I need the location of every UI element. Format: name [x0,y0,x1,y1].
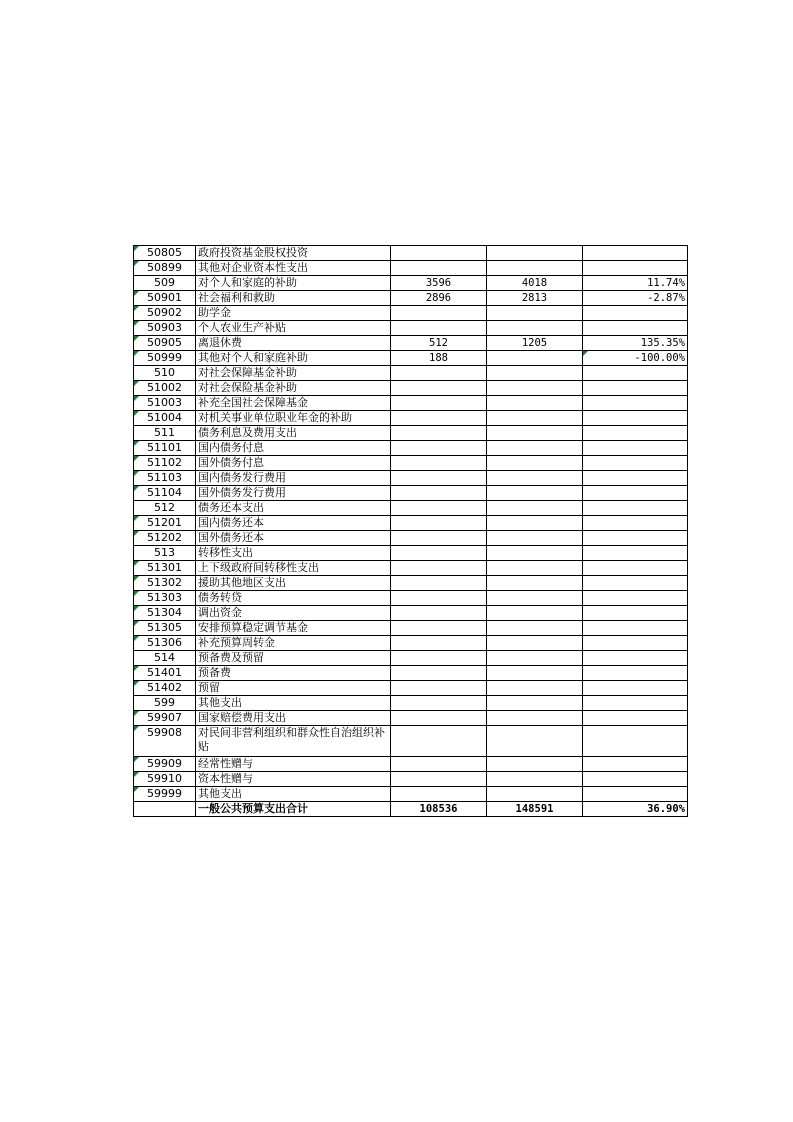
name-cell: 对社会保险基金补助 [196,381,391,396]
value-1-cell [391,456,487,471]
percent-cell [583,621,688,636]
code-cell: 51002 [134,381,196,396]
value-1-cell [391,531,487,546]
code-cell: 50999 [134,351,196,366]
value-2-cell [487,351,583,366]
name-cell: 其他支出 [196,787,391,802]
name-cell: 国内债务还本 [196,516,391,531]
table-row [134,366,688,381]
table-row [134,772,688,787]
percent-cell [583,531,688,546]
name-cell: 调出资金 [196,606,391,621]
value-1-cell [391,366,487,381]
code-cell: 51303 [134,591,196,606]
value-2-cell [487,546,583,561]
name-cell: 补充预算周转金 [196,636,391,651]
value-2-cell [487,306,583,321]
value-1-cell [391,396,487,411]
code-cell: 50805 [134,246,196,261]
value-1-cell [391,486,487,501]
table-row [134,321,688,336]
total-value-1: 108536 [391,802,487,817]
percent-cell [583,546,688,561]
value-2-cell [487,696,583,711]
value-2-cell [487,531,583,546]
name-cell: 其他对企业资本性支出 [196,261,391,276]
value-1-cell [391,666,487,681]
table-row [134,291,688,306]
name-cell: 经常性赠与 [196,757,391,772]
percent-cell [583,561,688,576]
value-1-cell [391,606,487,621]
name-cell: 个人农业生产补贴 [196,321,391,336]
code-cell: 59907 [134,711,196,726]
value-1-cell: 188 [391,351,487,366]
table-row [134,246,688,261]
table-row [134,787,688,802]
value-2-cell [487,606,583,621]
table-row [134,621,688,636]
value-1-cell [391,411,487,426]
percent-cell [583,576,688,591]
table-row [134,546,688,561]
value-2-cell [487,381,583,396]
table-row [134,306,688,321]
value-1-cell [391,636,487,651]
code-cell: 51101 [134,441,196,456]
percent-cell [583,261,688,276]
value-2-cell [487,787,583,802]
name-cell: 援助其他地区支出 [196,576,391,591]
percent-cell [583,666,688,681]
code-cell: 51305 [134,621,196,636]
value-1-cell [391,261,487,276]
percent-cell [583,591,688,606]
code-cell: 50902 [134,306,196,321]
percent-cell [583,321,688,336]
value-2-cell [487,486,583,501]
percent-cell [583,456,688,471]
code-cell: 51102 [134,456,196,471]
percent-cell [583,726,688,757]
total-row [134,802,688,817]
code-cell: 59909 [134,757,196,772]
name-cell: 转移性支出 [196,546,391,561]
table-row [134,261,688,276]
code-cell [134,802,196,817]
percent-cell [583,306,688,321]
code-cell: 51202 [134,531,196,546]
percent-cell [583,651,688,666]
code-cell: 513 [134,546,196,561]
total-percent: 36.90% [583,802,688,817]
table-row [134,426,688,441]
percent-cell [583,426,688,441]
table-row [134,441,688,456]
percent-cell [583,486,688,501]
table-row [134,726,688,757]
code-cell: 59908 [134,726,196,757]
value-2-cell [487,772,583,787]
table-row [134,351,688,366]
name-cell: 助学金 [196,306,391,321]
code-cell: 51301 [134,561,196,576]
code-cell: 50903 [134,321,196,336]
code-cell: 51104 [134,486,196,501]
value-2-cell [487,711,583,726]
percent-cell [583,772,688,787]
percent-cell [583,606,688,621]
name-cell: 其他对个人和家庭补助 [196,351,391,366]
value-2-cell: 4018 [487,276,583,291]
table-row [134,516,688,531]
value-1-cell [391,306,487,321]
value-2-cell [487,246,583,261]
table-row [134,561,688,576]
value-1-cell [391,696,487,711]
table-row [134,636,688,651]
table-row [134,666,688,681]
value-1-cell [391,471,487,486]
code-cell: 59910 [134,772,196,787]
code-cell: 51103 [134,471,196,486]
value-1-cell [391,381,487,396]
value-1-cell [391,711,487,726]
table-row [134,531,688,546]
code-cell: 51201 [134,516,196,531]
value-2-cell [487,757,583,772]
code-cell: 51004 [134,411,196,426]
table-row [134,681,688,696]
table-row [134,336,688,351]
value-2-cell [487,516,583,531]
code-cell: 51302 [134,576,196,591]
value-2-cell [487,666,583,681]
percent-cell [583,516,688,531]
name-cell: 预留 [196,681,391,696]
table-body [134,246,688,817]
value-1-cell [391,426,487,441]
value-2-cell [487,411,583,426]
value-2-cell [487,261,583,276]
value-2-cell [487,456,583,471]
percent-cell [583,501,688,516]
percent-cell: -100.00% [583,351,688,366]
name-cell: 对民间非营利组织和群众性自治组织补贴 [196,726,391,757]
percent-cell: -2.87% [583,291,688,306]
value-1-cell [391,591,487,606]
name-cell: 债务还本支出 [196,501,391,516]
value-2-cell [487,651,583,666]
value-2-cell [487,366,583,381]
table-row [134,381,688,396]
code-cell: 50905 [134,336,196,351]
value-1-cell [391,516,487,531]
percent-cell [583,246,688,261]
code-cell: 509 [134,276,196,291]
name-cell: 国内债务发行费用 [196,471,391,486]
code-cell: 599 [134,696,196,711]
name-cell: 对个人和家庭的补助 [196,276,391,291]
value-2-cell [487,426,583,441]
value-2-cell [487,321,583,336]
percent-cell: 11.74% [583,276,688,291]
value-2-cell [487,591,583,606]
table-row [134,576,688,591]
percent-cell [583,396,688,411]
value-2-cell [487,621,583,636]
name-cell: 国家赔偿费用支出 [196,711,391,726]
value-2-cell [487,681,583,696]
value-1-cell [391,501,487,516]
code-cell: 512 [134,501,196,516]
code-cell: 51306 [134,636,196,651]
name-cell: 其他支出 [196,696,391,711]
percent-cell [583,471,688,486]
value-1-cell [391,787,487,802]
code-cell: 51402 [134,681,196,696]
name-cell: 债务转贷 [196,591,391,606]
total-value-2: 148591 [487,802,583,817]
percent-cell: 135.35% [583,336,688,351]
name-cell: 预备费及预留 [196,651,391,666]
value-2-cell [487,576,583,591]
value-1-cell [391,772,487,787]
table-row [134,606,688,621]
percent-cell [583,787,688,802]
name-cell: 离退休费 [196,336,391,351]
percent-cell [583,711,688,726]
value-2-cell: 1205 [487,336,583,351]
name-cell: 国外债务还本 [196,531,391,546]
value-2-cell [487,396,583,411]
percent-cell [583,681,688,696]
code-cell: 59999 [134,787,196,802]
table-row [134,651,688,666]
value-1-cell [391,321,487,336]
code-cell: 50901 [134,291,196,306]
value-2-cell [487,636,583,651]
name-cell: 上下级政府间转移性支出 [196,561,391,576]
budget-expenditure-table [133,245,688,817]
value-1-cell [391,757,487,772]
name-cell: 社会福利和救助 [196,291,391,306]
code-cell: 51003 [134,396,196,411]
percent-cell [583,696,688,711]
table-row [134,711,688,726]
table-row [134,456,688,471]
name-cell: 对机关事业单位职业年金的补助 [196,411,391,426]
value-2-cell [487,561,583,576]
percent-cell [583,411,688,426]
code-cell: 51401 [134,666,196,681]
value-1-cell [391,576,487,591]
value-2-cell [487,501,583,516]
code-cell: 510 [134,366,196,381]
value-1-cell [391,651,487,666]
name-cell: 国外债务发行费用 [196,486,391,501]
name-cell: 安排预算稳定调节基金 [196,621,391,636]
value-2-cell: 2813 [487,291,583,306]
percent-cell [583,381,688,396]
percent-cell [583,636,688,651]
value-1-cell [391,246,487,261]
value-1-cell [391,681,487,696]
table-row [134,501,688,516]
value-1-cell [391,726,487,757]
value-2-cell [487,726,583,757]
name-cell: 补充全国社会保障基金 [196,396,391,411]
table-row [134,757,688,772]
value-1-cell: 512 [391,336,487,351]
table-row [134,411,688,426]
code-cell: 51304 [134,606,196,621]
code-cell: 511 [134,426,196,441]
percent-cell [583,757,688,772]
name-cell: 资本性赠与 [196,772,391,787]
name-cell: 对社会保障基金补助 [196,366,391,381]
table-row [134,471,688,486]
value-1-cell: 3596 [391,276,487,291]
percent-cell [583,366,688,381]
name-cell: 预备费 [196,666,391,681]
value-1-cell: 2896 [391,291,487,306]
value-1-cell [391,621,487,636]
name-cell: 债务利息及费用支出 [196,426,391,441]
table-row [134,486,688,501]
table-row [134,591,688,606]
value-1-cell [391,546,487,561]
value-2-cell [487,441,583,456]
value-1-cell [391,441,487,456]
percent-cell [583,441,688,456]
code-cell: 50899 [134,261,196,276]
name-cell: 政府投资基金股权投资 [196,246,391,261]
code-cell: 514 [134,651,196,666]
table-row [134,396,688,411]
value-2-cell [487,471,583,486]
table-row [134,276,688,291]
total-label: 一般公共预算支出合计 [196,802,391,817]
name-cell: 国外债务付息 [196,456,391,471]
name-cell: 国内债务付息 [196,441,391,456]
value-1-cell [391,561,487,576]
table-row [134,696,688,711]
